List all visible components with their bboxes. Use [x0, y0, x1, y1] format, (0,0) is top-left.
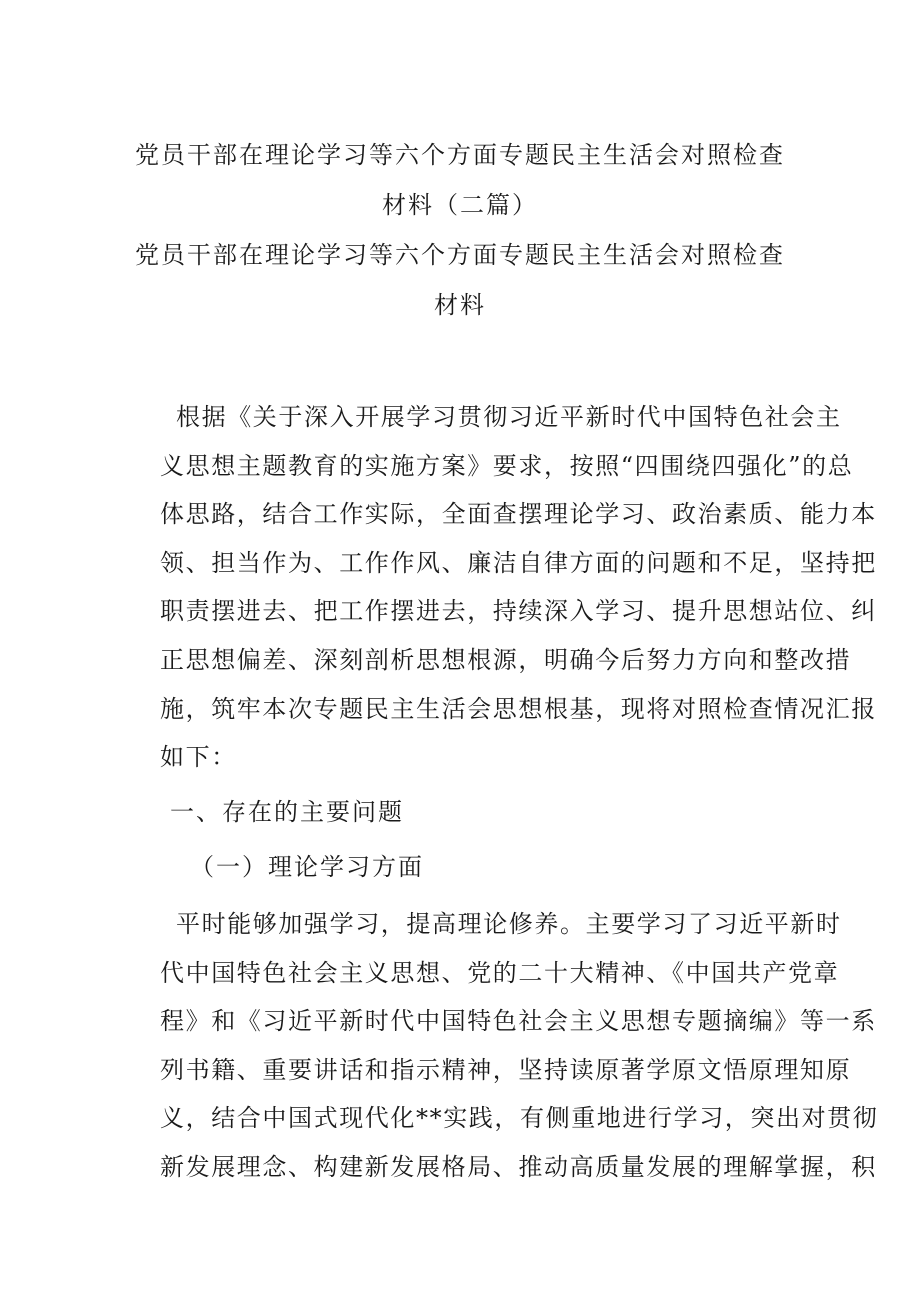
paragraph-line: 根据《关于深入开展学习贯彻习近平新时代中国特色社会主 [176, 403, 842, 431]
paragraph-line: 领、担当作为、工作作风、廉洁自律方面的问题和不足，坚持把 [160, 548, 877, 577]
paragraph-line: 施，筑牢本次专题民主生活会思想根基，现将对照检查情况汇报 [160, 694, 877, 723]
paragraph-line: 平时能够加强学习，提高理论修养。主要学习了习近平新时 [176, 910, 842, 938]
section1-paragraph [160, 900, 879, 1192]
paragraph-line: 如下： [160, 743, 237, 772]
document-title-line-1: 党员干部在理论学习等六个方面专题民主生活会对照检查 [135, 141, 785, 169]
paragraph-line: 代中国特色社会主义思想、党的二十大精神、《中国共产党章 [160, 958, 840, 987]
document-title-line-2: 材料（二篇） [382, 191, 538, 219]
document-subtitle-line-2: 材料 [434, 291, 486, 319]
paragraph-line: 新发展理念、构建新发展格局、推动高质量发展的理解掌握，积 [160, 1152, 877, 1181]
paragraph-line: 义思想主题教育的实施方案》要求，按照“四围绕四强化”的总 [160, 451, 854, 480]
section-heading: 一、存在的主要问题 [170, 798, 404, 826]
subsection-heading: （一）理论学习方面 [190, 853, 424, 881]
paragraph-line: 正思想偏差、深刻剖析思想根源，明确今后努力方向和整改措 [160, 645, 852, 674]
intro-paragraph [160, 393, 877, 782]
paragraph-line: 义，结合中国式现代化**实践，有侧重地进行学习，突出对贯彻 [160, 1104, 879, 1133]
paragraph-line: 列书籍、重要讲话和指示精神，坚持读原著学原文悟原理知原 [160, 1055, 852, 1084]
paragraph-line: 程》和《习近平新时代中国特色社会主义思想专题摘编》等一系 [160, 1007, 877, 1036]
paragraph-line: 职责摆进去、把工作摆进去，持续深入学习、提升思想站位、纠 [160, 597, 877, 626]
paragraph-line: 体思路，结合工作实际，全面查摆理论学习、政治素质、能力本 [160, 500, 877, 529]
document-subtitle-line-1: 党员干部在理论学习等六个方面专题民主生活会对照检查 [135, 241, 785, 269]
